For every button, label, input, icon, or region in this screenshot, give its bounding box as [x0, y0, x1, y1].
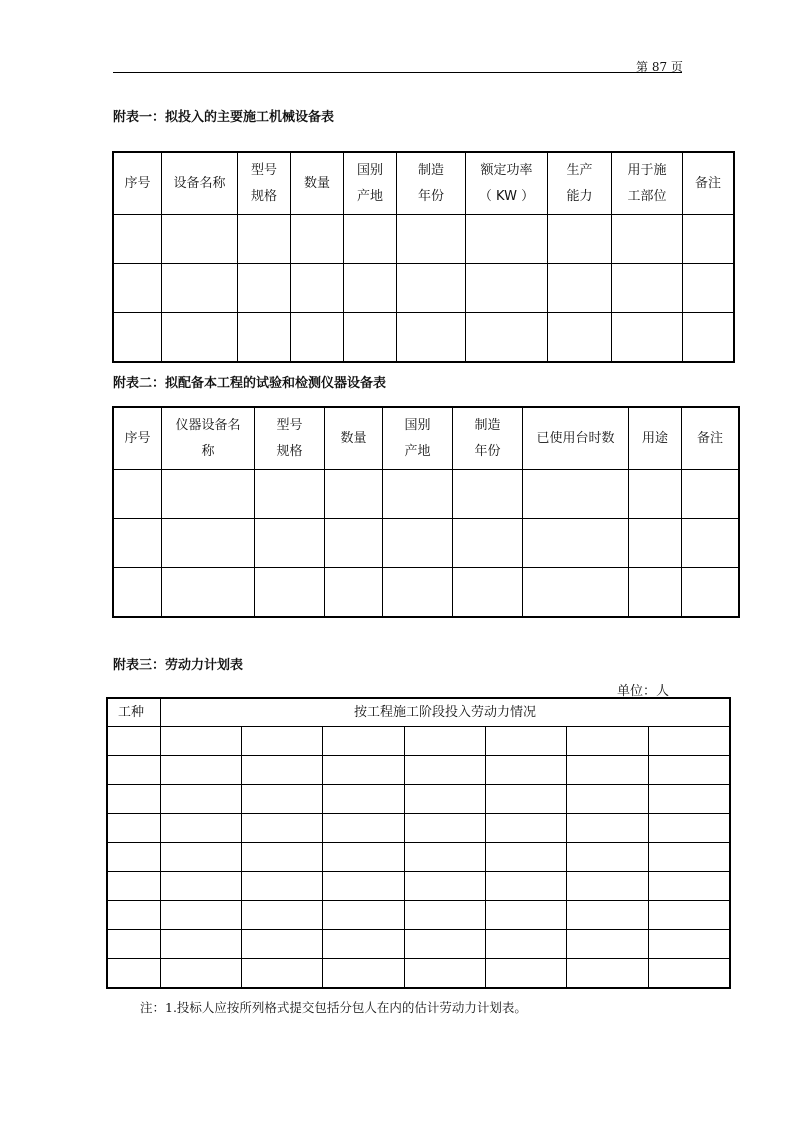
labor-plan-table	[107, 698, 730, 988]
t1-h8: 用于施 工部位	[612, 153, 683, 215]
t2-h3: 数量	[325, 408, 383, 470]
table-row	[108, 756, 730, 785]
t2-h1: 仪器设备名 称	[162, 408, 255, 470]
table-row	[108, 814, 730, 843]
table-row	[114, 519, 739, 568]
t1-h9: 备注	[683, 153, 734, 215]
table1-header-row	[114, 153, 734, 215]
table-row	[114, 470, 739, 519]
table1-title: 附表一：拟投入的主要施工机械设备表	[113, 110, 335, 125]
table3-title: 附表三：劳动力计划表	[113, 658, 244, 673]
t1-h5: 制造 年份	[397, 153, 466, 215]
table-row	[108, 901, 730, 930]
t1-h2: 型号 规格	[238, 153, 291, 215]
table-row	[108, 785, 730, 814]
instrument-table	[113, 407, 739, 617]
header-rule	[113, 72, 682, 73]
t3-h-span: 按工程施工阶段投入劳动力情况	[161, 699, 730, 727]
table-row	[114, 568, 739, 617]
table-row	[108, 843, 730, 872]
table3-header-row	[108, 699, 730, 727]
t1-h7: 生产 能力	[548, 153, 612, 215]
t1-h6: 额定功率 （ KW ）	[466, 153, 548, 215]
t2-h7: 用途	[629, 408, 682, 470]
t3-h-trade: 工种	[108, 699, 161, 727]
t1-h1: 设备名称	[162, 153, 238, 215]
table2-header-row	[114, 408, 739, 470]
table-row	[114, 215, 734, 264]
t1-h4: 国别 产地	[344, 153, 397, 215]
t2-h8: 备注	[682, 408, 739, 470]
table2-title: 附表二：拟配备本工程的试验和检测仪器设备表	[113, 376, 387, 391]
page-number: 第 87 页	[636, 60, 683, 74]
table-row	[108, 930, 730, 959]
equipment-table	[113, 152, 734, 362]
table-row	[114, 264, 734, 313]
unit-label: 单位：人	[617, 684, 670, 699]
t2-h0: 序号	[114, 408, 162, 470]
footnote: 注：1.投标人应按所列格式提交包括分包人在内的估计劳动力计划表。	[140, 1000, 527, 1015]
table-row	[108, 727, 730, 756]
table-row	[108, 959, 730, 988]
t1-h3: 数量	[291, 153, 344, 215]
t2-h4: 国别 产地	[383, 408, 453, 470]
table-row	[108, 872, 730, 901]
table-row	[114, 313, 734, 362]
t2-h5: 制造 年份	[453, 408, 523, 470]
t1-h0: 序号	[114, 153, 162, 215]
t2-h6: 已使用台时数	[523, 408, 629, 470]
t2-h2: 型号 规格	[255, 408, 325, 470]
